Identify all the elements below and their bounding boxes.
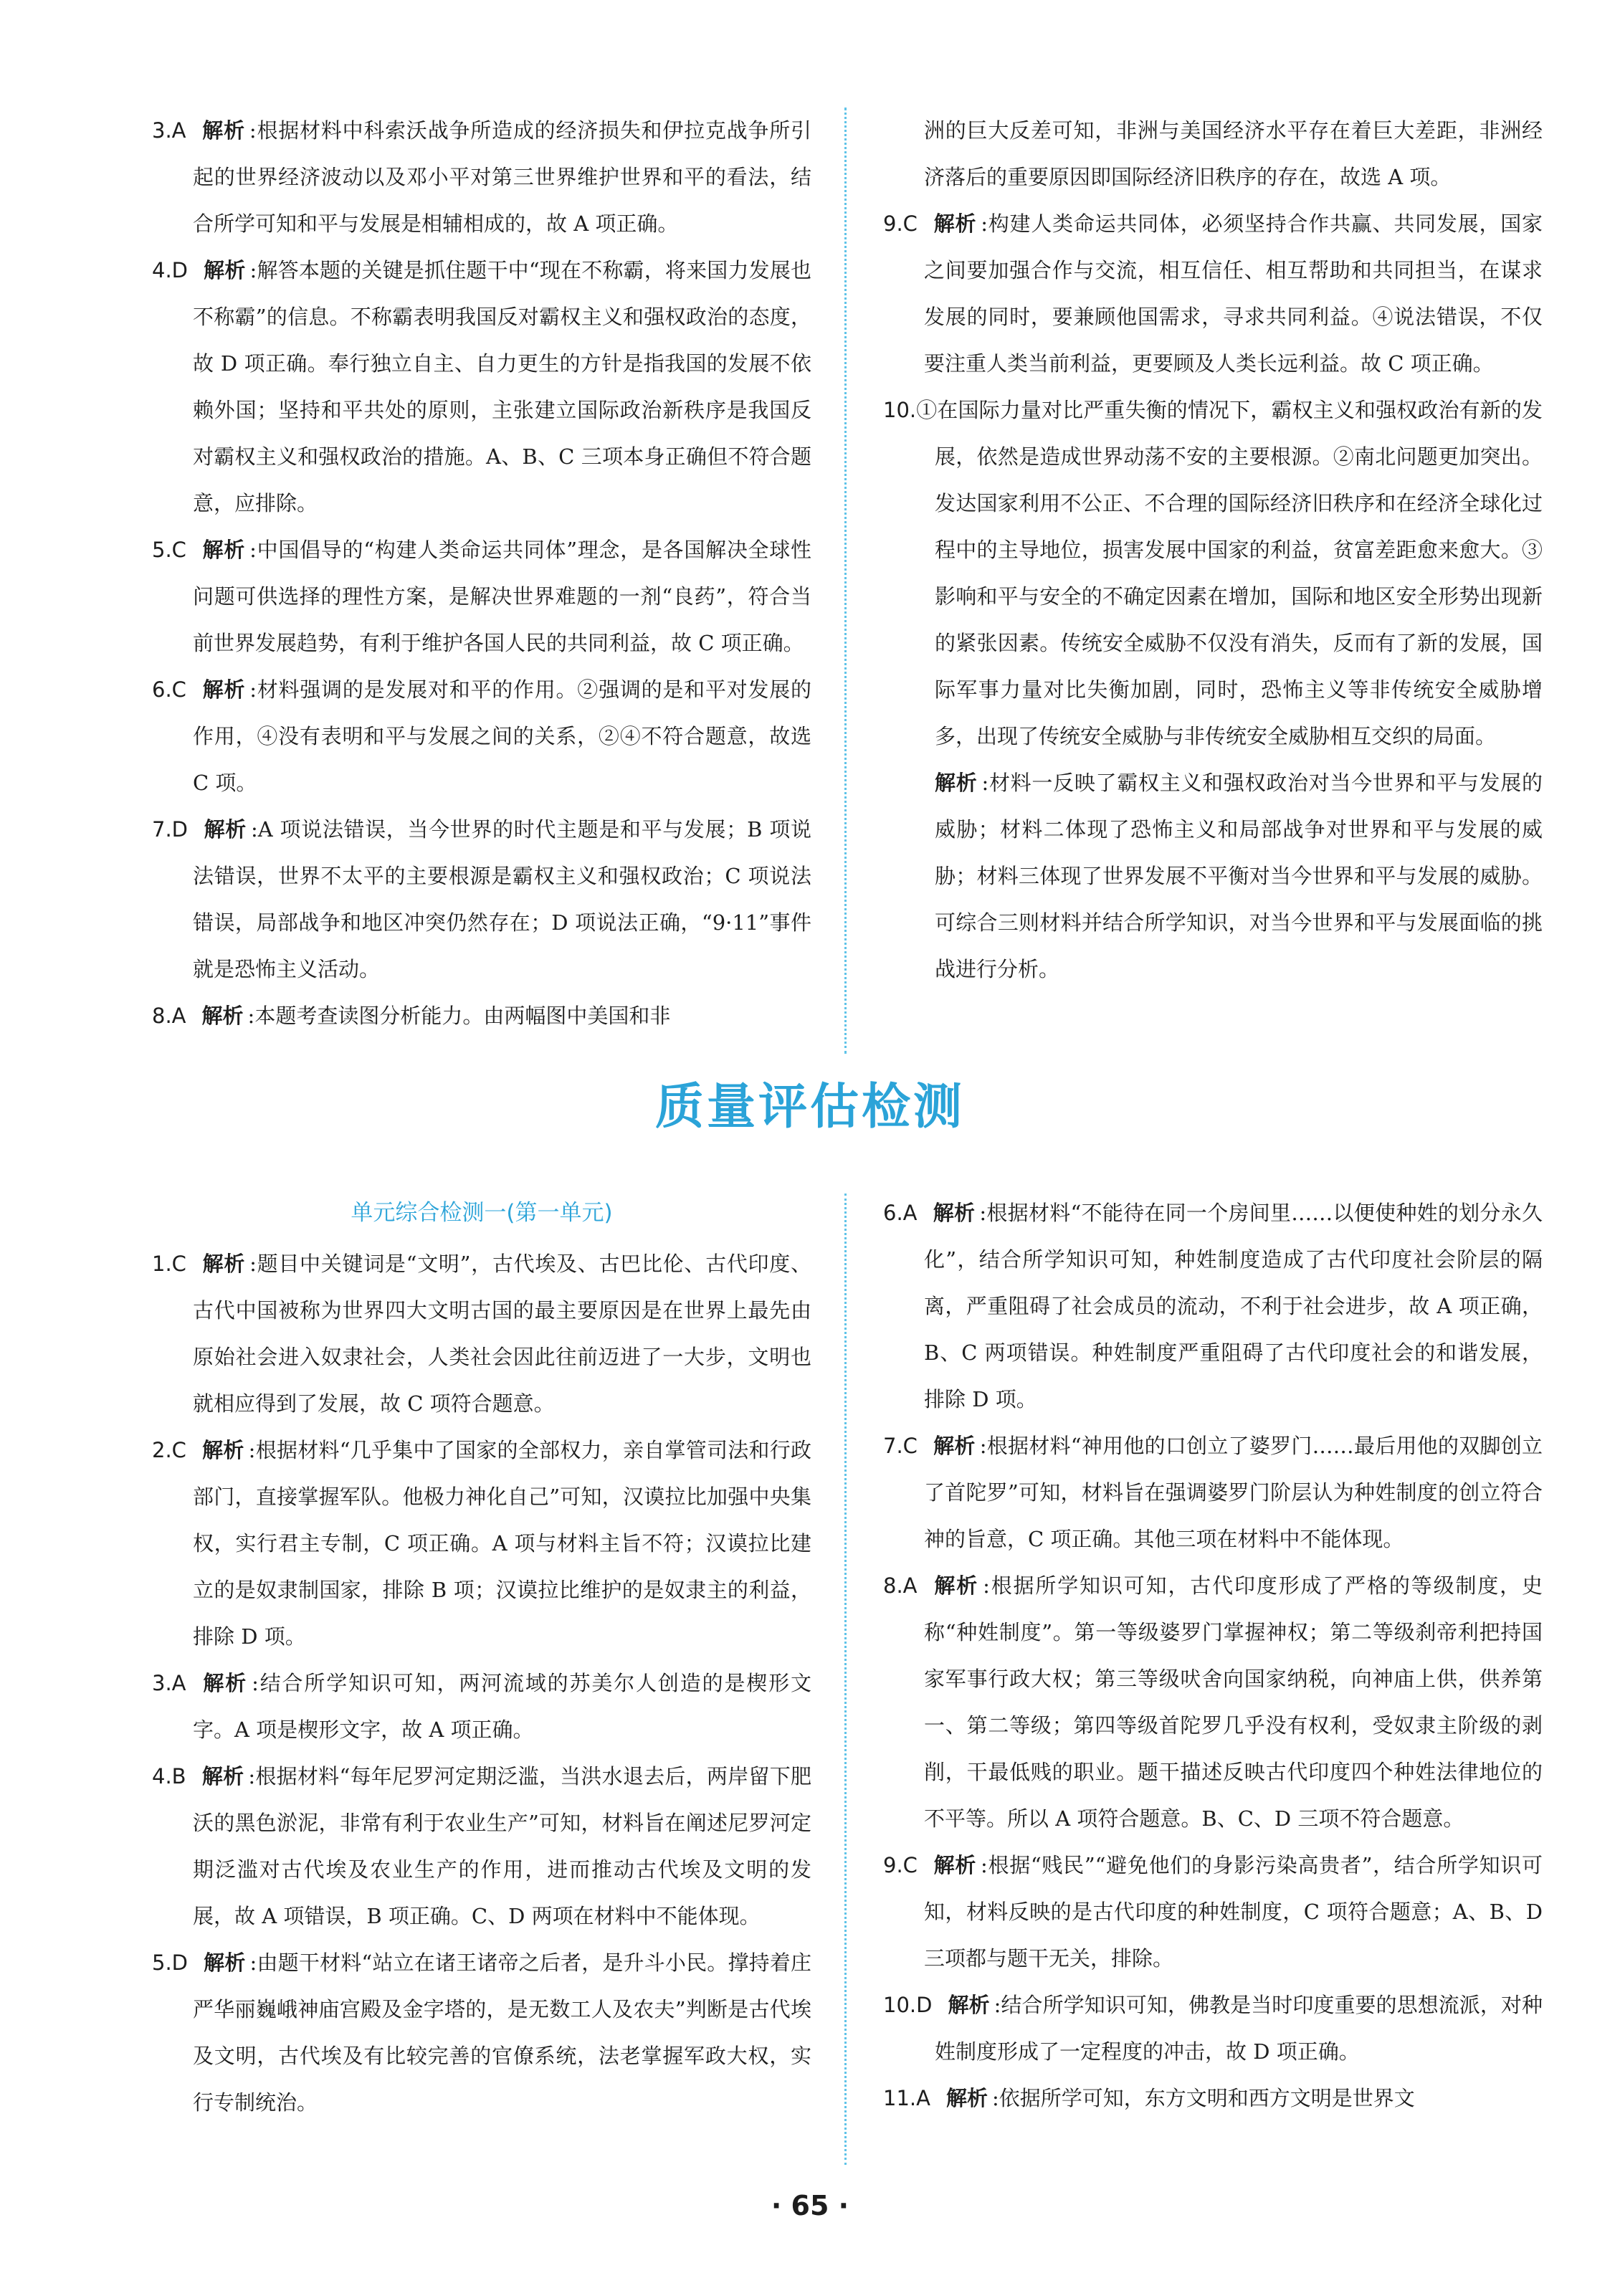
- answer-item: 11.A 解析 :依据所学可知，东方文明和西方文明是世界文: [883, 2086, 1415, 2110]
- answer-item: 4.B 解析 :根据材料“每年尼罗河定期泛滥，当洪水退去后，两岸留下肥沃的黑色淤泥，非常有利于农业生产”可知，材料旨在阐述尼罗河定期泛滥对古代埃及农业生产的作用，进而推动古代埃及文明的发展，故 A 项错误，B 项正确。C、D 两项在材料中不能体现。: [152, 1764, 811, 1928]
- answer-item: 3.A 解析 :结合所学知识可知，两河流域的苏美尔人创造的是楔形文字。A 项是楔形文字，故 A 项正确。: [152, 1671, 811, 1742]
- answers-top-left: [152, 108, 811, 1039]
- answers-top-right: [883, 108, 1543, 993]
- answer-item: 9.C 解析 :根据“贱民”“避免他们的身影污染高贵者”，结合所学知识可知，材料反映的是古代印度的种姓制度，C 项符合题意；A、B、D 三项都与题干无关，排除。: [883, 1853, 1543, 1971]
- answer-item: 9.C 解析 :构建人类命运共同体，必须坚持合作共赢、共同发展，国家之间要加强合作与交流，相互信任、相互帮助和共同担当，在谋求发展的同时，要兼顾他国需求，寻求共同利益。④说法错误，不仅要注重人类当前利益，更要顾及人类长远利益。故 C 项正确。: [883, 211, 1543, 376]
- answers-bottom-left: [152, 1190, 811, 2126]
- answer-item: 8.A 解析 :本题考查读图分析能力。由两幅图中美国和非: [152, 1004, 671, 1028]
- answer-item: 6.A 解析 :根据材料“不能待在同一个房间里……以便使种姓的划分永久化”，结合所学知识可知，种姓制度造成了古代印度社会阶层的隔离，严重阻碍了社会成员的流动，不利于社会进步，故 A 项正确，B、C 两项错误。种姓制度严重阻碍了古代印度社会的和谐发展，排除 D 项。: [883, 1201, 1543, 1411]
- answer-item: 6.C 解析 :材料强调的是发展对和平的作用。②强调的是和平对发展的作用，④没有表明和平与发展之间的关系，②④不符合题意，故选 C 项。: [152, 677, 811, 795]
- answer-item: 1.C 解析 :题目中关键词是“文明”，古代埃及、古巴比伦、古代印度、古代中国被称为世界四大文明古国的最主要原因是在世界上最先由原始社会进入奴隶社会，人类社会因此往前迈进了一大步，文明也就相应得到了发展，故 C 项符合题意。: [152, 1252, 811, 1416]
- answer-continuation: 洲的巨大反差可知，非洲与美国经济水平存在着巨大差距，非洲经济落后的重要原因即国际经济旧秩序的存在，故选 A 项。: [924, 118, 1543, 189]
- answer-item: 5.D 解析 :由题干材料“站立在诸王诸帝之后者，是升斗小民。撑持着庄严华丽巍峨神庙宫殿及金字塔的，是无数工人及农夫”判断是古代埃及文明，古代埃及有比较完善的官僚系统，法老掌握军政大权，实行专制统治。: [152, 1950, 811, 2115]
- answer-item: 4.D 解析 :解答本题的关键是抓住题干中“现在不称霸，将来国力发展也不称霸”的信息。不称霸表明我国反对霸权主义和强权政治的态度，故 D 项正确。奉行独立自主、自力更生的方针是指我国的发展不依赖外国；坚持和平共处的原则，主张建立国际政治新秩序是我国反对霸权主义和强权政治的措施。A、B、C 三项本身正确但不符合题意，应排除。: [152, 258, 811, 515]
- answer-item: 7.C 解析 :根据材料“神用他的口创立了婆罗门……最后用他的双脚创立了首陀罗”可知，材料旨在强调婆罗门阶层认为种姓制度的创立符合神的旨意，C 项正确。其他三项在材料中不能体现。: [883, 1434, 1543, 1551]
- section-title: 质量评估检测: [654, 1079, 965, 1135]
- answer-item: 7.D 解析 :A 项说法错误，当今世界的时代主题是和平与发展；B 项说法错误，世界不太平的主要根源是霸权主义和强权政治；C 项说法错误，局部战争和地区冲突仍然存在；D 项说法正确，“9·11”事件就是恐怖主义活动。: [152, 817, 811, 981]
- answer-item: 3.A 解析 :根据材料中科索沃战争所造成的经济损失和伊拉克战争所引起的世界经济波动以及邓小平对第三世界维护世界和平的看法，结合所学可知和平与发展是相辅相成的，故 A 项正确。: [152, 118, 811, 236]
- unit-title: 单元综合检测一(第一单元): [351, 1200, 613, 1226]
- answer-item: 10.D 解析 :结合所学知识可知，佛教是当时印度重要的思想流派，对种姓制度形成了一定程度的冲击，故 D 项正确。: [883, 1993, 1543, 2064]
- column-divider: [844, 108, 847, 1054]
- answer-item: 2.C 解析 :根据材料“几乎集中了国家的全部权力，亲自掌管司法和行政部门，直接掌握军队。他极力神化自己”可知，汉谟拉比加强中央集权，实行君主专制，C 项正确。A 项与材料主旨不符；汉谟拉比建立的是奴隶制国家，排除 B 项；汉谟拉比维护的是奴隶主的利益，排除 D 项。: [152, 1438, 811, 1649]
- answer-item-q10: 10.①在国际力量对比严重失衡的情况下，霸权主义和强权政治有新的发展，依然是造成世界动荡不安的主要根源。②南北问题更加突出。发达国家利用不公正、不合理的国际经济旧秩序和在经济全球化过程中的主导地位，损害发展中国家的利益，贫富差距愈来愈大。③影响和平与安全的不确定因素在增加，国际和地区安全形势出现新的紧张因素。传统安全威胁不仅没有消失，反而有了新的发展，国际军事力量对比失衡加剧，同时，恐怖主义等非传统安全威胁增多，出现了传统安全威胁与非传统安全威胁相互交织的局面。: [883, 398, 1543, 748]
- answers-bottom-right: [883, 1190, 1543, 2122]
- answer-q10-analysis: 解析 :材料一反映了霸权主义和强权政治对当今世界和平与发展的威胁；材料二体现了恐怖主义和局部战争对世界和平与发展的威胁；材料三体现了世界发展不平衡对当今世界和平与发展的威胁。可综合三则材料并结合所学知识，对当今世界和平与发展面临的挑战进行分析。: [935, 771, 1543, 981]
- answer-item: 8.A 解析 :根据所学知识可知，古代印度形成了严格的等级制度，史称“种姓制度”。第一等级婆罗门掌握神权；第二等级刹帝利把持国家军事行政大权；第三等级吠舍向国家纳税，向神庙上供，供养第一、第二等级；第四等级首陀罗几乎没有权利，受奴隶主阶级的剥削，干最低贱的职业。题干描述反映古代印度四个种姓法律地位的不平等。所以 A 项符合题意。B、C、D 三项不符合题意。: [883, 1573, 1543, 1831]
- column-divider: [844, 1194, 847, 2165]
- page-number: · 65 ·: [771, 2190, 849, 2221]
- answer-item: 5.C 解析 :中国倡导的“构建人类命运共同体”理念，是各国解决全球性问题可供选择的理性方案，是解决世界难题的一剂“良药”，符合当前世界发展趋势，有利于维护各国人民的共同利益，故 C 项正确。: [152, 538, 811, 655]
